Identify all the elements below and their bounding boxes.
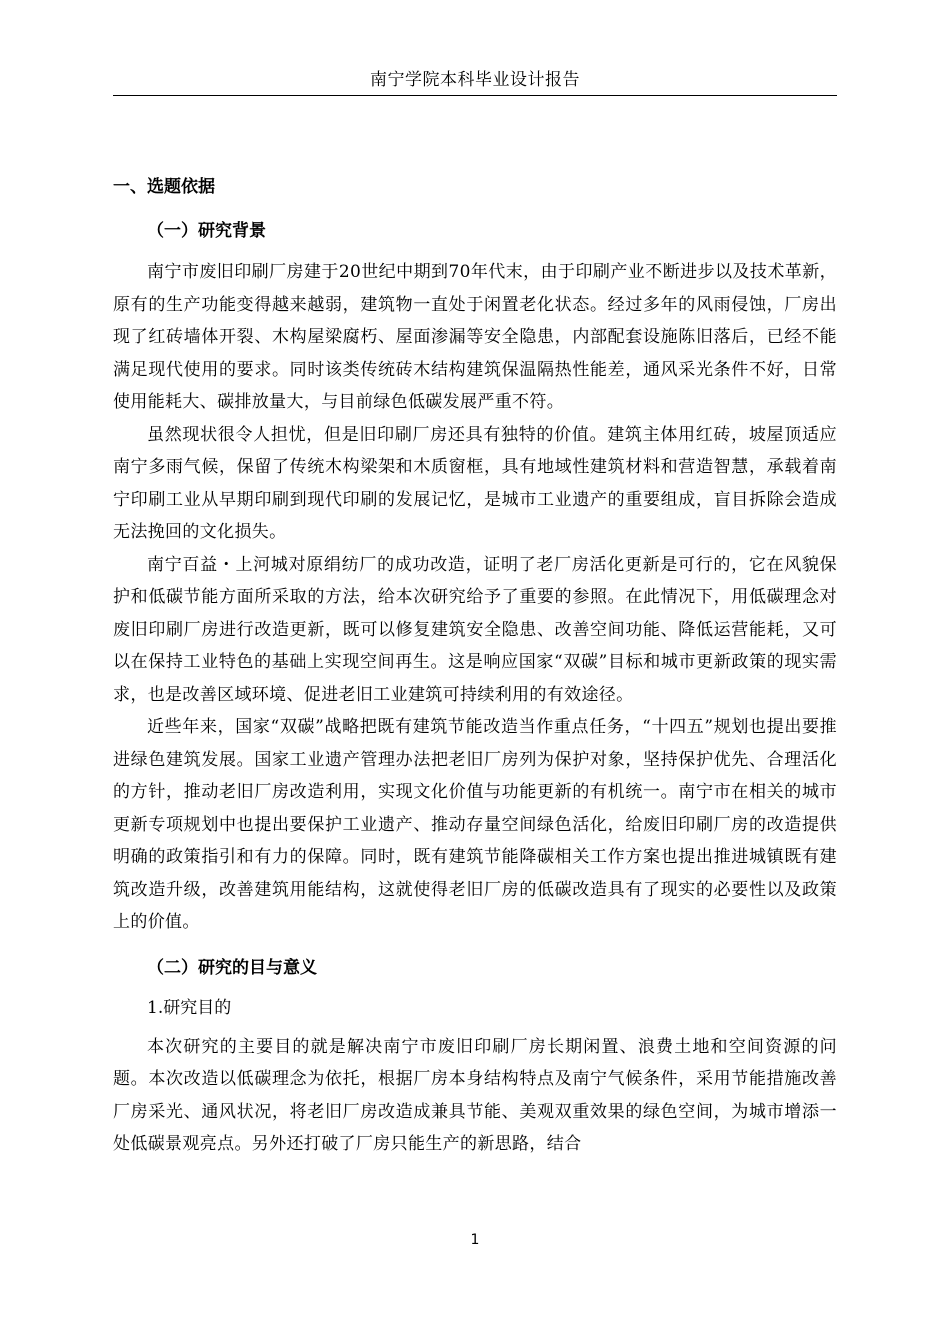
paragraph: 本次研究的主要目的就是解决南宁市废旧印刷厂房长期闲置、浪费土地和空间资源的问题。本次改造以低碳理念为依托，根据厂房本身结构特点及南宁气候条件，采用节能措施改善厂房采光、通风状况，将老旧厂房改造成兼具节能、美观双重效果的绿色空间，为城市增添一处低碳景观亮点。另外还打破了厂房只能生产的新思路，结合 <box>113 1036 837 1154</box>
paragraph: 南宁百益・上河城对原绢纺厂的成功改造，证明了老厂房活化更新是可行的，它在风貌保护和低碳节能方面所采取的方法，给本次研究给予了重要的参照。在此情况下，用低碳理念对废旧印刷厂房进行改造更新，既可以修复建筑安全隐患、改善空间功能、降低运营能耗，又可以在保持工业特色的基础上实现空间再生。这是响应国家“双碳”目标和城市更新政策的现实需求，也是改善区域环境、促进老旧工业建筑可持续利用的有效途径。 <box>113 554 837 705</box>
page-number: 1 <box>470 1232 480 1248</box>
paragraph: 虽然现状很令人担忧，但是旧印刷厂房还具有独特的价值。建筑主体用红砖，坡屋顶适应南宁多雨气候，保留了传统木构梁架和木质窗框，具有地域性建筑材料和营造智慧，承载着南宁印刷工业从早期印刷到现代印刷的发展记忆，是城市工业遗产的重要组成，盲目拆除会造成无法挽回的文化损失。 <box>113 424 837 542</box>
paragraph: 近些年来，国家“双碳”战略把既有建筑节能改造当作重点任务，“十四五”规划也提出要推进绿色建筑发展。国家工业遗产管理办法把老旧厂房列为保护对象，坚持保护优先、合理活化的方针，推动老旧厂房改造利用，实现文化价值与功能更新的有机统一。南宁市在相关的城市更新专项规划中也提出要保护工业遗产、推动存量空间绿色活化，给废旧印刷厂房的改造提供明确的政策指引和有力的保障。同时，既有建筑节能降碳相关工作方案也提出推进城镇既有建筑改造升级，改善建筑用能结构，这就使得老旧厂房的低碳改造具有了现实的必要性以及政策上的价值。 <box>113 717 837 932</box>
header-divider <box>113 95 837 96</box>
document-body <box>113 172 837 1161</box>
item-heading-research-purpose: 1.研究目的 <box>147 997 232 1018</box>
page-header-title: 南宁学院本科毕业设计报告 <box>370 70 580 90</box>
paragraph: 南宁市废旧印刷厂房建于20世纪中期到70年代末，由于印刷产业不断进步以及技术革新，原有的生产功能变得越来越弱，建筑物一直处于闲置老化状态。经过多年的风雨侵蚀，厂房出现了红砖墙体开裂、木构屋梁腐朽、屋面渗漏等安全隐患，内部配套设施陈旧落后，已经不能满足现代使用的要求。同时该类传统砖木结构建筑保温隔热性能差，通风采光条件不好，日常使用能耗大、碳排放量大，与目前绿色低碳发展严重不符。 <box>113 262 837 412</box>
subsection-heading-background: （一）研究背景 <box>147 221 266 241</box>
section-heading: 一、选题依据 <box>113 177 215 197</box>
subsection-heading-purpose: （二）研究的目与意义 <box>147 957 317 978</box>
